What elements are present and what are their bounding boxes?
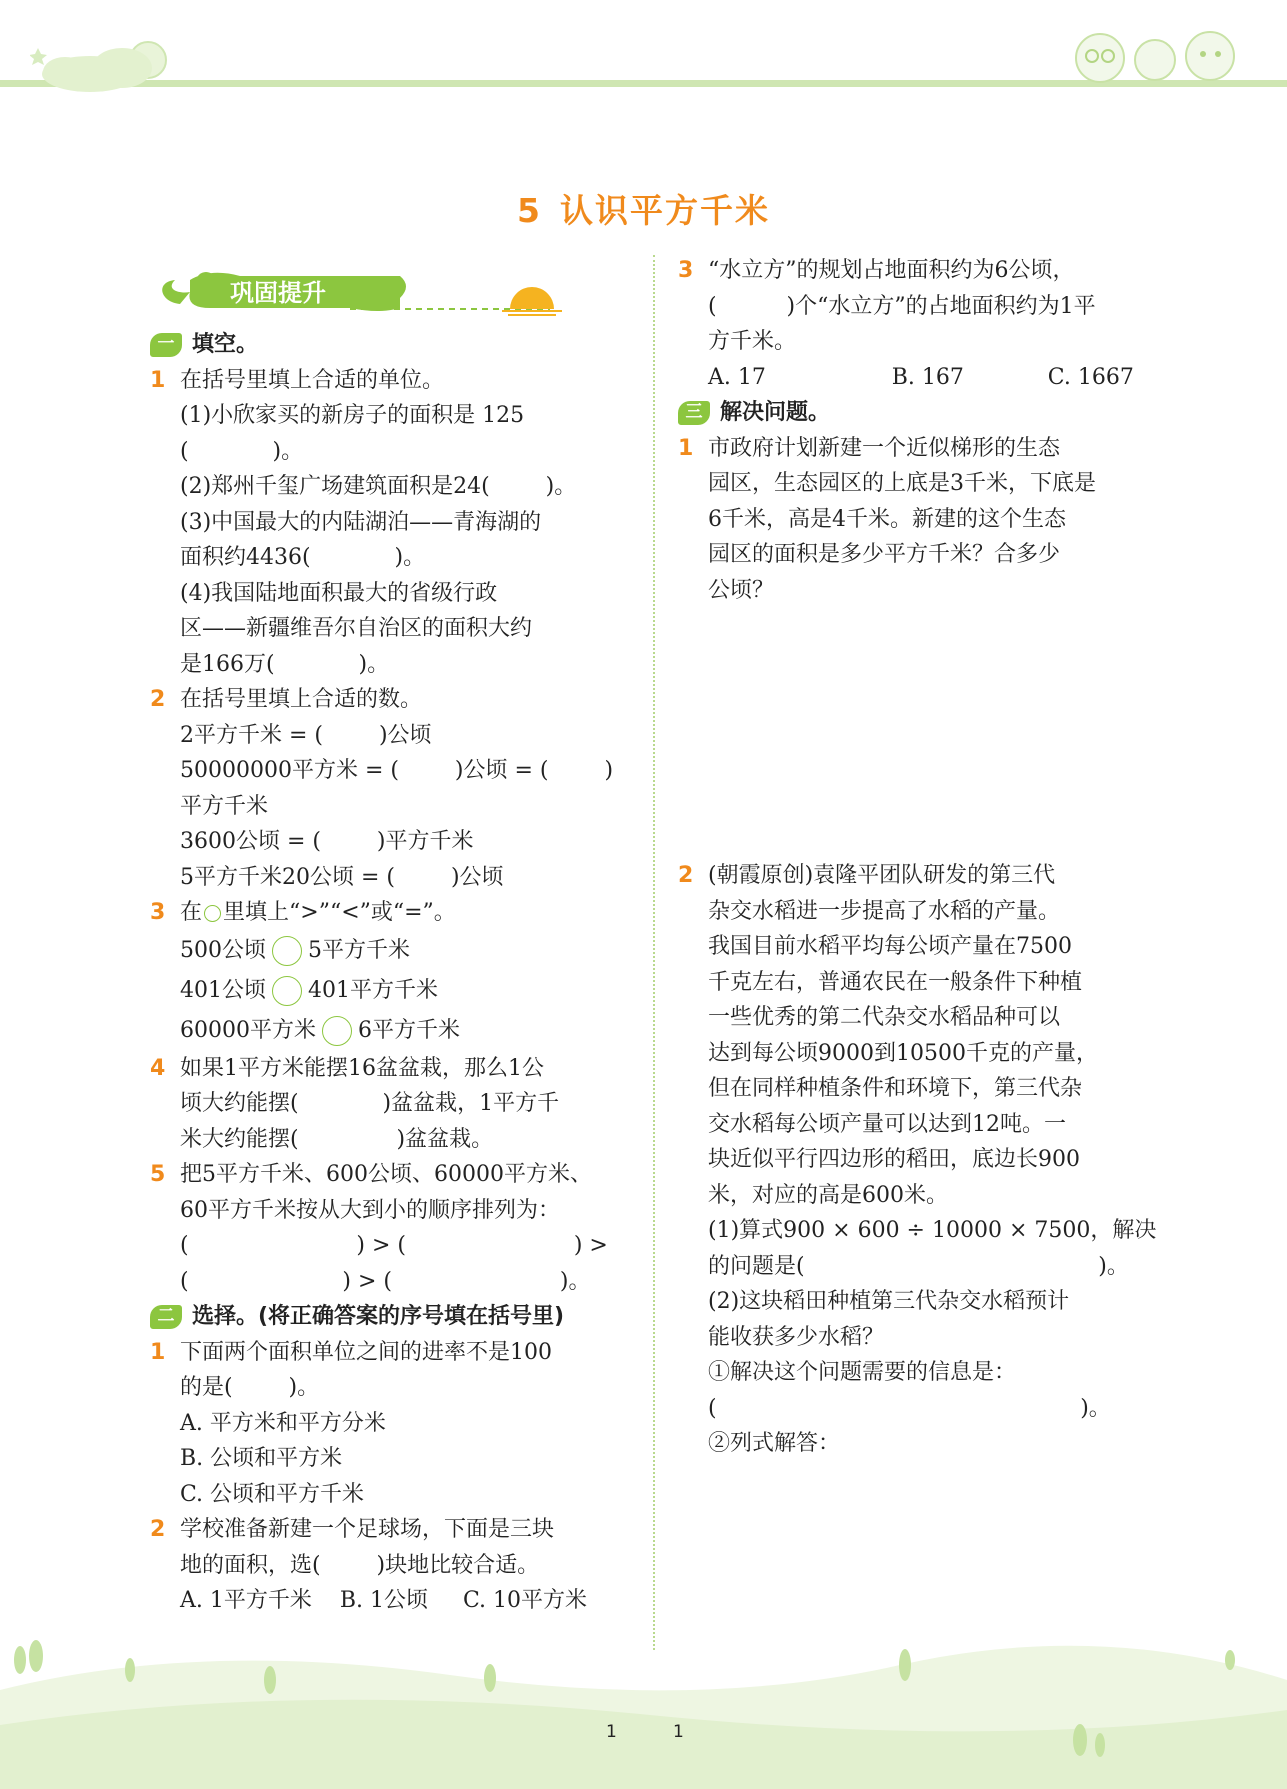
question-line: 如果1平方米能摆16盆盆栽，那么1公	[180, 1055, 544, 1081]
compare-right: 5平方千米	[308, 937, 410, 963]
question-line: 2平方千米 = ( )公顷	[180, 722, 432, 748]
choice-options: A. 17 B. 167 C. 1667	[708, 364, 1134, 390]
question-line: 6千米，高是4千米。新建的这个生态	[708, 506, 1066, 532]
banner-title: 巩固提升	[230, 279, 326, 307]
compare-row	[180, 1011, 635, 1051]
page-number-left: 1	[606, 1722, 617, 1742]
section-tag: 一	[150, 333, 182, 357]
compare-right: 6平方千米	[358, 1017, 460, 1043]
compare-row	[180, 971, 635, 1011]
question-line: (1)算式900 × 600 ÷ 10000 × 7500，解决	[708, 1218, 1157, 1243]
compare-left: 401公顷	[180, 977, 266, 1003]
lesson-number: 5	[517, 191, 542, 230]
footer-landscape	[0, 1620, 1287, 1789]
compare-right: 401平方千米	[308, 977, 438, 1003]
column-divider	[653, 255, 655, 1650]
choice-option: A. 平方米和平方分米	[180, 1410, 386, 1436]
question-number: 2	[150, 687, 166, 712]
question-2	[150, 682, 635, 895]
question-4	[150, 1051, 635, 1158]
compare-row	[180, 931, 635, 971]
page-number-right: 1	[673, 1722, 684, 1742]
question-line: (1)小欣家买的新房子的面积是 125	[180, 403, 525, 428]
compare-left: 60000平方米	[180, 1017, 316, 1043]
circle-icon	[204, 905, 221, 922]
question-line: 杂交水稻进一步提高了水稻的产量。	[708, 898, 1061, 924]
cartoon-animals-illustration	[1060, 18, 1250, 88]
question-line: 市政府计划新建一个近似梯形的生态	[708, 435, 1061, 461]
answer-space[interactable]	[678, 608, 1163, 858]
question-line: 50000000平方米 = ( )公顷 = ( )	[180, 758, 614, 783]
question-line: 米，对应的高是600米。	[708, 1182, 948, 1208]
question-1	[150, 363, 635, 683]
question-line: 米大约能摆( )盆盆栽。	[180, 1126, 494, 1152]
choice-options: A. 1平方千米 B. 1公顷 C. 10平方米	[180, 1588, 587, 1613]
question-line: 是166万( )。	[180, 651, 390, 677]
question-stem: 在括号里填上合适的数。	[180, 687, 423, 712]
question-line: 公顷？	[708, 577, 775, 603]
problem-2	[678, 858, 1163, 1462]
question-number: 3	[150, 900, 166, 925]
question-line: 下面两个面积单位之间的进率不是100	[180, 1339, 552, 1365]
question-line: 区——新疆维吾尔自治区的面积大约	[180, 616, 533, 641]
question-stem	[180, 895, 635, 931]
problem-1	[678, 431, 1163, 609]
question-line: 5平方千米20公顷 = ( )公顷	[180, 864, 504, 890]
question-stem: 在括号里填上合适的单位。	[180, 367, 445, 393]
question-line: 我国目前水稻平均每公顷产量在7500	[708, 934, 1072, 959]
question-line: 面积约4436( )。	[180, 545, 426, 570]
choice-option: C. 公顷和平方千米	[180, 1481, 365, 1507]
section-tag: 二	[150, 1305, 182, 1329]
question-number: 2	[678, 863, 694, 888]
right-column	[678, 253, 1163, 1462]
question-line: (3)中国最大的内陆湖泊——青海湖的	[180, 509, 542, 535]
section-problem-solving	[678, 395, 1163, 431]
question-line: ( )。	[708, 1395, 1111, 1421]
question-line: ( )。	[180, 438, 304, 464]
compare-left: 500公顷	[180, 937, 266, 963]
question-line: ②列式解答：	[708, 1431, 841, 1456]
question-line: 方千米。	[708, 329, 797, 354]
section-title: 选择。(将正确答案的序号填在括号里)	[192, 1304, 565, 1329]
choice-question-2	[150, 1512, 635, 1619]
question-line: 千克左右，普通农民在一般条件下种植	[708, 969, 1083, 995]
question-number: 1	[678, 435, 694, 461]
question-line: 但在同样种植条件和环境下，第三代杂	[708, 1076, 1083, 1101]
lesson-title	[0, 185, 1287, 232]
question-number: 3	[678, 258, 694, 283]
question-line: 达到每公顷9000到10500千克的产量，	[708, 1040, 1098, 1066]
question-line: ①解决这个问题需要的信息是：	[708, 1360, 1017, 1385]
question-number: 1	[150, 1339, 166, 1365]
question-line: (朝霞原创)袁隆平团队研发的第三代	[708, 863, 1056, 888]
question-line: 园区，生态园区的上底是3千米，下底是	[708, 471, 1096, 496]
question-line: 的是( )。	[180, 1375, 320, 1400]
lesson-title-text: 认识平方千米	[559, 191, 770, 230]
question-number: 5	[150, 1162, 166, 1187]
question-line: 一些优秀的第二代杂交水稻品种可以	[708, 1005, 1061, 1030]
answer-circle[interactable]	[322, 1016, 352, 1046]
section-multiple-choice	[150, 1299, 635, 1335]
question-line: (2)这块稻田种植第三代杂交水稻预计	[708, 1289, 1070, 1314]
question-line: 学校准备新建一个足球场，下面是三块	[180, 1517, 555, 1542]
question-line: 把5平方千米、600公顷、60000平方米、	[180, 1162, 592, 1187]
question-line: 平方千米	[180, 793, 269, 819]
answer-circle[interactable]	[272, 936, 302, 966]
question-line: (4)我国陆地面积最大的省级行政	[180, 580, 498, 606]
question-number: 2	[150, 1517, 166, 1542]
left-column	[150, 327, 635, 1619]
question-line: ( ) > ( ) >	[180, 1233, 608, 1258]
stem-part: 里填上“>”“<”或“=”。	[223, 900, 456, 925]
question-number: 1	[150, 367, 166, 393]
section-title: 填空。	[192, 332, 259, 357]
question-line: (2)郑州千玺广场建筑面积是24( )。	[180, 474, 577, 499]
question-5	[150, 1157, 635, 1299]
question-line: 能收获多少水稻？	[708, 1324, 885, 1350]
question-line: 交水稻每公顷产量可以达到12吨。一	[708, 1111, 1066, 1137]
choice-option: B. 公顷和平方米	[180, 1446, 343, 1471]
question-3	[150, 895, 635, 1051]
question-line: 60平方千米按从大到小的顺序排列为：	[180, 1197, 560, 1223]
question-line: 地的面积，选( )块地比较合适。	[180, 1552, 540, 1578]
question-line: ( ) > ( )。	[180, 1268, 591, 1294]
choice-question-1	[150, 1335, 635, 1513]
question-line: ( )个“水立方”的占地面积约为1平	[708, 293, 1096, 319]
section-tag: 三	[678, 401, 710, 425]
section-fill-blank	[150, 327, 635, 363]
section-banner	[150, 262, 630, 322]
question-line: 顷大约能摆( )盆盆栽，1平方千	[180, 1091, 560, 1116]
question-line: 的问题是( )。	[708, 1253, 1129, 1279]
question-line: 块近似平行四边形的稻田，底边长900	[708, 1147, 1080, 1172]
answer-circle[interactable]	[272, 976, 302, 1006]
question-line: 3600公顷 = ( )平方千米	[180, 829, 474, 854]
stem-part: 在	[180, 900, 203, 925]
choice-question-3	[678, 253, 1163, 395]
cloud-sun-illustration	[30, 38, 180, 94]
question-number: 4	[150, 1055, 166, 1081]
question-line: 园区的面积是多少平方千米？合多少	[708, 542, 1061, 567]
question-line: “水立方”的规划占地面积约为6公顷，	[708, 258, 1075, 283]
section-title: 解决问题。	[720, 400, 831, 425]
